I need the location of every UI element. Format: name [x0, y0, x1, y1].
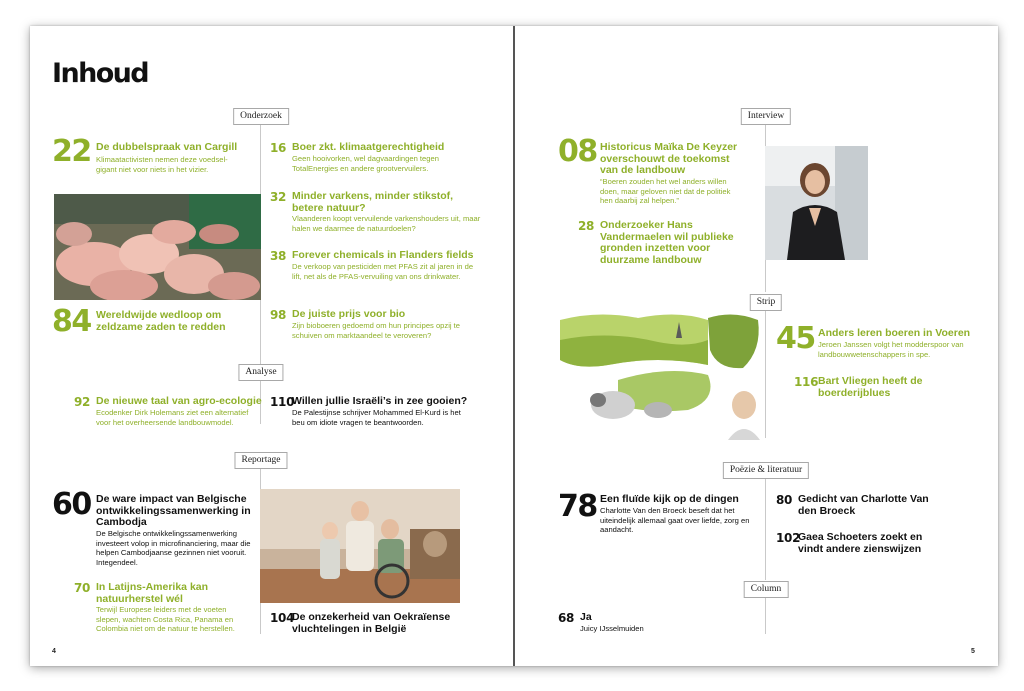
article-title-ja[interactable]: Ja: [580, 611, 592, 623]
section-tag-reportage: Reportage: [234, 452, 287, 469]
column-rule: [765, 594, 766, 634]
item-number: 45: [776, 321, 815, 356]
section-tag-poezie: Poëzie & literatuur: [723, 462, 809, 479]
article-title-schoeters[interactable]: Gaea Schoeters zoekt en vindt andere zienswijzen: [798, 531, 923, 555]
section-tag-interview: Interview: [741, 108, 791, 125]
pigs-photo: [54, 194, 261, 300]
item-number: 80: [776, 493, 793, 507]
item-number: 110: [270, 395, 295, 409]
article-desc: De verkoop van pesticiden met PFAS zit al jaren in de lift, net als de PFAS-vervuiling van ons drinkwater.: [292, 262, 474, 281]
article-desc: De Belgische ontwikkelingssamenwerking investeert volop in microfinanciering, maar die helpen Cambodjaanse gezinnen niet vooruit. Integendeel.: [96, 529, 251, 567]
article-title-vliegen[interactable]: Bart Vliegen heeft de boerderijblues: [818, 375, 923, 399]
item-number: 28: [578, 219, 595, 233]
left-page: [30, 26, 514, 666]
portrait-photo: [765, 146, 868, 260]
item-number: 92: [74, 395, 91, 409]
item-number: 104: [270, 611, 295, 625]
article-title-bio[interactable]: De juiste prijs voor bio: [292, 308, 406, 320]
page-number: 4: [52, 648, 56, 655]
article-desc: De Palestijnse schrijver Mohammed El-Kurd is het beu om idiote vragen te beantwoorden.: [292, 408, 461, 427]
item-number: 78: [558, 489, 597, 524]
article-desc: Juicy IJsselmuiden: [580, 624, 644, 633]
article-desc: “Boeren zouden het wel anders willen doen, maar geloven niet dat de politiek hen daarbij zal helpen.”: [600, 177, 731, 206]
article-desc: Klimaatactivisten nemen deze voedsel-gigant niet voor niets in het vizier.: [96, 155, 228, 174]
item-number: 38: [270, 249, 287, 263]
comic-illustration: [558, 310, 764, 440]
spread-gutter: [513, 26, 515, 666]
contents-title: Inhoud: [52, 58, 148, 89]
article-title-dekeyzer[interactable]: Historicus Maïka De Keyzer overschouwt de toekomst van de landbouw: [600, 141, 738, 176]
section-tag-onderzoek: Onderzoek: [233, 108, 289, 125]
item-number: 08: [558, 134, 597, 169]
article-title-varkens[interactable]: Minder varkens, minder stikstof, betere natuur?: [292, 190, 454, 214]
article-title-cargill[interactable]: De dubbelspraak van Cargill: [96, 141, 238, 153]
item-number: 22: [52, 134, 91, 169]
article-title-cambodja[interactable]: De ware impact van Belgische ontwikkelingssamenwerking in Cambodja: [96, 493, 251, 528]
article-title-forever[interactable]: Forever chemicals in Flanders fields: [292, 249, 474, 261]
section-tag-analyse: Analyse: [238, 364, 283, 381]
article-title-agro[interactable]: De nieuwe taal van agro-ecologie: [96, 395, 262, 407]
page-number: 5: [971, 648, 975, 655]
section-tag-strip: Strip: [750, 294, 782, 311]
article-desc: Jeroen Janssen volgt het modderspoor van landbouwwetenschappers in spe.: [818, 340, 964, 359]
article-title-israeli[interactable]: Willen jullie Israëli’s in zee gooien?: [292, 395, 468, 407]
item-number: 102: [776, 531, 801, 545]
article-desc: Vlaanderen koopt vervuilende varkenshouders uit, maar halen we daarmee de natuurdoelen?: [292, 214, 481, 233]
article-title-gedicht[interactable]: Gedicht van Charlotte Van den Broeck: [798, 493, 929, 517]
article-title-klimaat[interactable]: Boer zkt. klimaatgerechtigheid: [292, 141, 445, 153]
item-number: 98: [270, 308, 287, 322]
refugee-family-photo: [260, 489, 460, 603]
item-number: 84: [52, 304, 91, 339]
magazine-spread: [30, 26, 998, 666]
column-rule: [765, 310, 766, 438]
right-page: [514, 26, 998, 666]
item-number: 60: [52, 487, 91, 522]
article-title-zaden[interactable]: Wereldwijde wedloop om zeldzame zaden te redden: [96, 309, 226, 333]
article-desc: Ecodenker Dirk Holemans ziet een alternatief voor het overheersende landbouwmodel.: [96, 408, 249, 427]
article-desc: Geen hooivorken, wel dagvaardingen tegen TotalEnergies en andere grootvervuilers.: [292, 154, 439, 173]
item-number: 16: [270, 141, 287, 155]
article-desc: Zijn bioboeren gedoemd om hun principes opzij te schuiven om marktaandeel te veroveren?: [292, 321, 461, 340]
item-number: 70: [74, 581, 91, 595]
section-tag-column: Column: [744, 581, 789, 598]
column-rule: [765, 476, 766, 580]
article-title-vandermaelen[interactable]: Onderzoeker Hans Vandermaelen wil publieke gronden inzetten voor duurzame landbouw: [600, 219, 734, 266]
article-desc: Terwijl Europese leiders met de voeten slepen, wachten Costa Rica, Panama en Colombia niet om de natuur te herstellen.: [96, 605, 235, 634]
article-title-voeren[interactable]: Anders leren boeren in Voeren: [818, 327, 971, 339]
article-desc: Charlotte Van den Broeck beseft dat het uiteindelijk allemaal gaat over liefde, zorg en aandacht.: [600, 506, 750, 535]
article-title-fluide[interactable]: Een fluïde kijk op de dingen: [600, 493, 739, 505]
article-title-oekraine[interactable]: De onzekerheid van Oekraïense vluchtelingen in België: [292, 611, 451, 635]
article-title-latijns[interactable]: In Latijns-Amerika kan natuurherstel wél: [96, 581, 209, 605]
item-number: 68: [558, 611, 575, 625]
item-number: 32: [270, 190, 287, 204]
item-number: 116: [794, 375, 819, 389]
